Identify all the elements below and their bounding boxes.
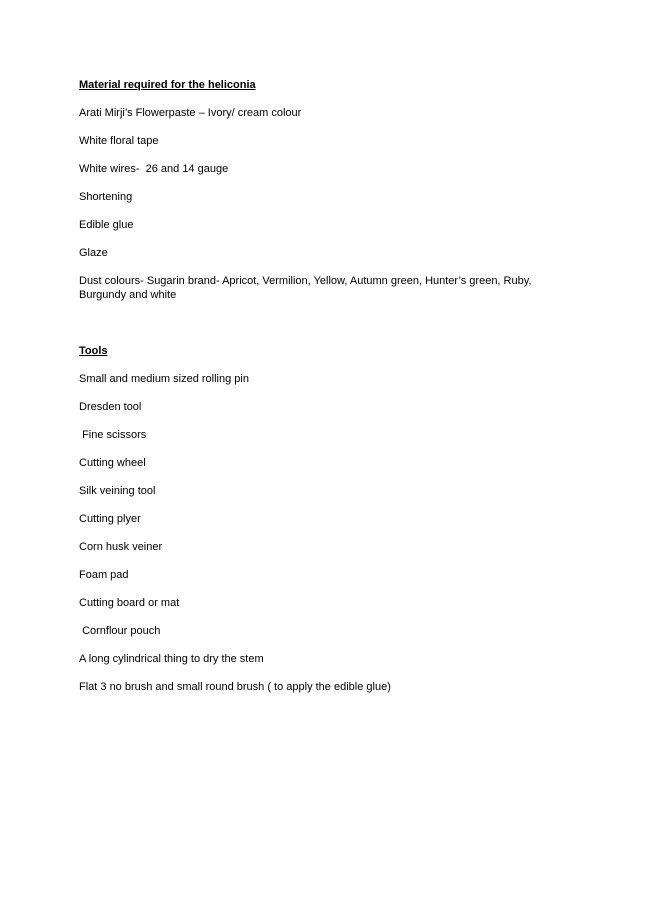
tool-item: Flat 3 no brush and small round brush ( to apply the edible glue) bbox=[79, 681, 391, 693]
document-content bbox=[79, 78, 559, 694]
tool-item: Corn husk veiner bbox=[79, 541, 163, 553]
tool-item: Fine scissors bbox=[79, 429, 147, 441]
tool-item: Small and medium sized rolling pin bbox=[79, 373, 249, 385]
tools-heading: Tools bbox=[79, 345, 108, 357]
tool-item: Cutting wheel bbox=[79, 457, 146, 469]
material-item: Glaze bbox=[79, 247, 108, 259]
material-item: Shortening bbox=[79, 191, 133, 203]
tool-item: Cutting board or mat bbox=[79, 597, 180, 609]
materials-heading: Material required for the heliconia bbox=[79, 79, 256, 91]
material-item: White wires- 26 and 14 gauge bbox=[79, 163, 229, 175]
tool-item: Cutting plyer bbox=[79, 513, 141, 525]
tool-item: Dresden tool bbox=[79, 401, 142, 413]
tool-item: Foam pad bbox=[79, 569, 129, 581]
material-item: Dust colours- Sugarin brand- Apricot, Vermilion, Yellow, Autumn green, Hunter’s green, Ruby, Burgundy and white bbox=[79, 275, 535, 301]
material-item: Arati Mirji’s Flowerpaste – Ivory/ cream colour bbox=[79, 107, 302, 119]
tool-item: A long cylindrical thing to dry the stem bbox=[79, 653, 264, 665]
tool-item: Silk veining tool bbox=[79, 485, 156, 497]
tool-item: Cornflour pouch bbox=[79, 625, 161, 637]
material-item: White floral tape bbox=[79, 135, 159, 147]
material-item: Edible glue bbox=[79, 219, 134, 231]
